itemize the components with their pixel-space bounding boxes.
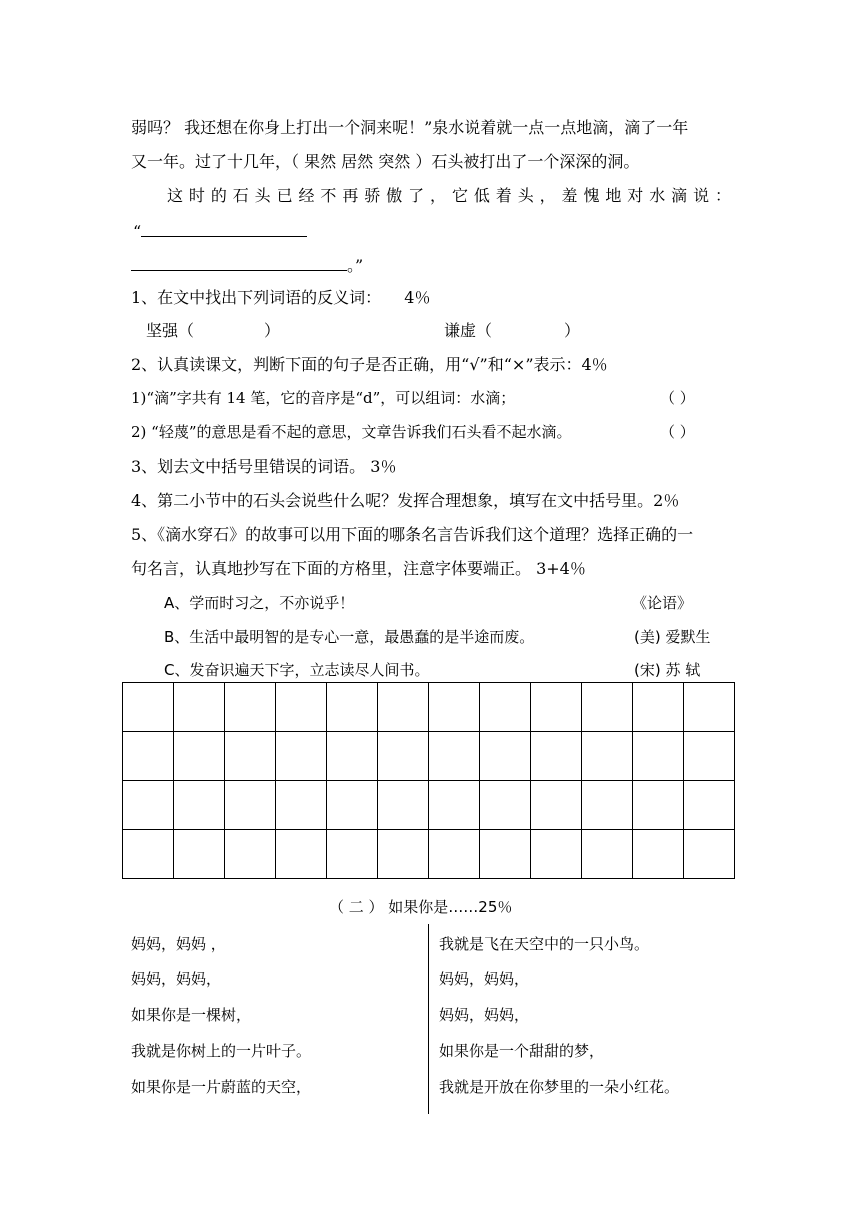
grid-cell[interactable]	[480, 830, 531, 879]
grid-cell[interactable]	[123, 732, 174, 781]
q5-line-2: 句名言，认真地抄写在下面的方格里，注意字体要端正。 3+4％	[131, 559, 586, 578]
q2-answer-1[interactable]: （ ）	[660, 389, 695, 407]
grid-cell[interactable]	[276, 683, 327, 732]
open-quote: “	[133, 222, 142, 241]
grid-row	[123, 683, 735, 732]
writing-grid	[122, 682, 735, 879]
grid-cell[interactable]	[378, 781, 429, 830]
q2-title: 2、认真读课文，判断下面的句子是否正确，用“√”和“×”表示：4％	[131, 355, 608, 374]
grid-cell[interactable]	[123, 781, 174, 830]
q2-answer-2[interactable]: （ ）	[660, 423, 695, 441]
passage-line-2: 又一年。过了十几年，（ 果然 居然 突然 ）石头被打出了一个深深的洞。	[131, 152, 640, 171]
q1-word-1-close: ）	[264, 321, 281, 340]
q1-title-text: 1、在文中找出下列词语的反义词：	[131, 288, 382, 307]
poem-left-4: 我就是你树上的一片叶子。	[131, 1042, 312, 1060]
grid-cell[interactable]	[225, 683, 276, 732]
answer-blank-2[interactable]	[131, 252, 347, 271]
answer-blank-1[interactable]	[141, 218, 307, 237]
grid-cell[interactable]	[225, 830, 276, 879]
q5-line-1: 5、《滴水穿石》的故事可以用下面的哪条名言告诉我们这个道理？选择正确的一	[131, 525, 694, 544]
grid-row	[123, 781, 735, 830]
grid-cell[interactable]	[531, 732, 582, 781]
grid-cell[interactable]	[123, 683, 174, 732]
grid-cell[interactable]	[582, 781, 633, 830]
poem-divider	[428, 924, 429, 1114]
grid-cell[interactable]	[684, 781, 735, 830]
passage-line-3: 这时的石头已经不再骄傲了，它低着头，羞愧地对水滴说：	[167, 186, 731, 205]
writing-grid-body	[123, 683, 735, 879]
grid-cell[interactable]	[429, 683, 480, 732]
grid-cell[interactable]	[327, 683, 378, 732]
grid-cell[interactable]	[633, 830, 684, 879]
close-quote: 。”	[347, 256, 364, 275]
grid-row	[123, 830, 735, 879]
q4-title: 4、第二小节中的石头会说些什么呢？发挥合理想象，填写在文中括号里。2％	[131, 491, 680, 510]
poem-left-5: 如果你是一片蔚蓝的天空，	[131, 1078, 312, 1096]
q1-title	[131, 288, 430, 308]
grid-cell[interactable]	[276, 830, 327, 879]
grid-cell[interactable]	[327, 732, 378, 781]
q1-word-2-close: ）	[564, 321, 581, 340]
answer-line-2	[131, 252, 363, 276]
grid-cell[interactable]	[123, 830, 174, 879]
grid-cell[interactable]	[531, 830, 582, 879]
q1-word-2	[444, 321, 580, 341]
poem-right-4: 如果你是一个甜甜的梦，	[439, 1042, 605, 1060]
poem-left-1: 妈妈，妈妈 ，	[131, 935, 226, 953]
q3-title: 3、划去文中括号里错误的词语。 3％	[131, 457, 397, 476]
grid-cell[interactable]	[480, 781, 531, 830]
q1-score: 4％	[404, 288, 431, 307]
grid-cell[interactable]	[174, 781, 225, 830]
grid-cell[interactable]	[225, 732, 276, 781]
grid-cell[interactable]	[633, 683, 684, 732]
grid-cell[interactable]	[480, 732, 531, 781]
grid-cell[interactable]	[327, 781, 378, 830]
grid-cell[interactable]	[684, 732, 735, 781]
grid-cell[interactable]	[684, 830, 735, 879]
grid-cell[interactable]	[531, 683, 582, 732]
grid-row	[123, 732, 735, 781]
grid-cell[interactable]	[633, 781, 684, 830]
grid-cell[interactable]	[531, 781, 582, 830]
q1-word-1-label: 坚强（	[146, 321, 195, 340]
answer-line-1	[133, 218, 307, 242]
grid-cell[interactable]	[276, 732, 327, 781]
poem-left-2: 妈妈，妈妈，	[131, 970, 222, 988]
grid-cell[interactable]	[582, 683, 633, 732]
q2-item-1: 1)“滴”字共有 14 笔，它的音序是“d”，可以组词：水滴；	[131, 389, 516, 407]
section-2-title: （ 二 ） 如果你是……25％	[329, 898, 513, 916]
grid-cell[interactable]	[480, 683, 531, 732]
grid-cell[interactable]	[327, 830, 378, 879]
grid-cell[interactable]	[378, 683, 429, 732]
grid-cell[interactable]	[225, 781, 276, 830]
grid-cell[interactable]	[378, 830, 429, 879]
option-c-source: (宋) 苏 轼	[634, 661, 701, 679]
grid-cell[interactable]	[684, 683, 735, 732]
q1-word-2-label: 谦虚（	[444, 321, 493, 340]
grid-cell[interactable]	[174, 830, 225, 879]
grid-cell[interactable]	[582, 830, 633, 879]
q1-word-1	[146, 321, 280, 341]
grid-cell[interactable]	[174, 732, 225, 781]
grid-cell[interactable]	[276, 781, 327, 830]
option-a-source: 《论语》	[632, 594, 693, 612]
option-b-source: (美) 爱默生	[634, 628, 711, 646]
poem-right-5: 我就是开放在你梦里的一朵小红花。	[439, 1078, 680, 1096]
poem-left-3: 如果你是一棵树，	[131, 1006, 252, 1024]
poem-right-1: 我就是飞在天空中的一只小鸟。	[439, 935, 650, 953]
grid-cell[interactable]	[429, 781, 480, 830]
option-c: C、发奋识遍天下字，立志读尽人间书。	[164, 661, 430, 679]
grid-cell[interactable]	[174, 683, 225, 732]
poem-right-3: 妈妈，妈妈，	[439, 1006, 530, 1024]
grid-cell[interactable]	[378, 732, 429, 781]
grid-cell[interactable]	[582, 732, 633, 781]
grid-cell[interactable]	[429, 830, 480, 879]
passage-line-1: 弱吗？ 我还想在你身上打出一个洞来呢！”泉水说着就一点一点地滴，滴了一年	[131, 118, 689, 137]
q2-item-2: 2) “轻蔑”的意思是看不起的意思，文章告诉我们石头看不起水滴。	[131, 423, 572, 441]
poem-right-2: 妈妈，妈妈，	[439, 970, 530, 988]
grid-cell[interactable]	[429, 732, 480, 781]
grid-cell[interactable]	[633, 732, 684, 781]
option-a: A、学而时习之，不亦说乎！	[164, 594, 355, 612]
option-b: B、生活中最明智的是专心一意，最愚蠢的是半途而废。	[164, 628, 535, 646]
